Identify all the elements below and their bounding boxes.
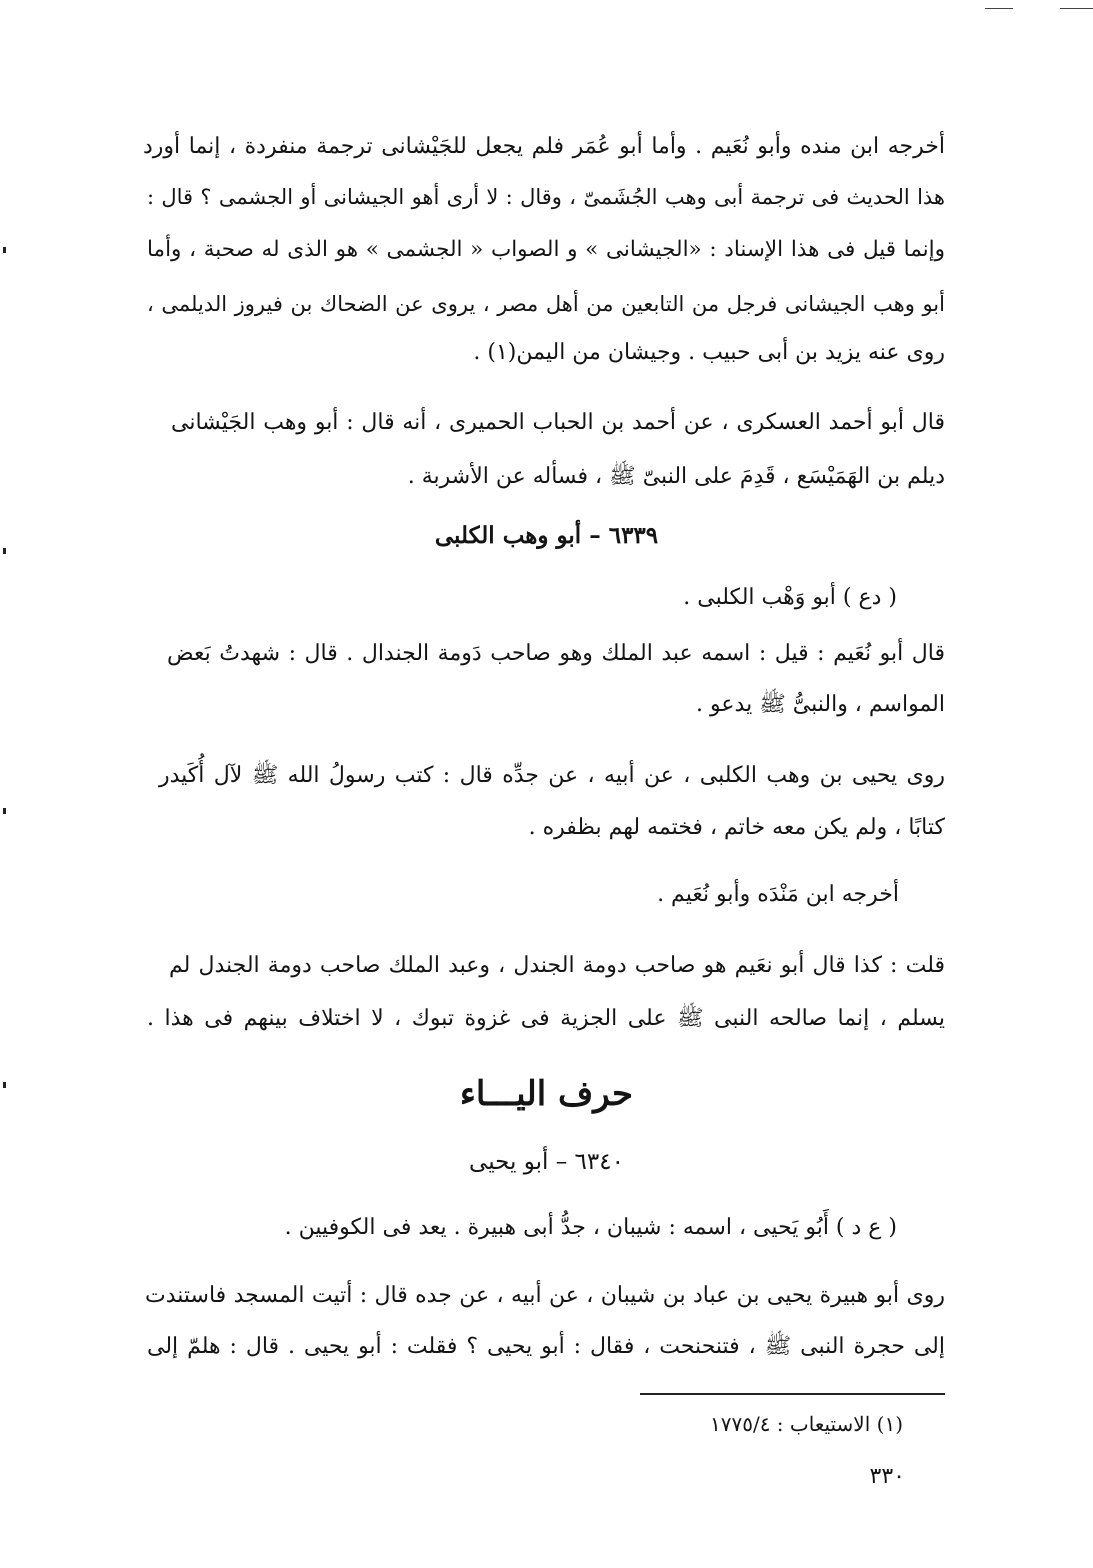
text-line: وإنما قيل فى هذا الإسناد : «الجيشانى » و الصواب « الجشمى » هو الذى له صحبة ، وأما [147, 237, 945, 262]
scan-margin-mark [3, 808, 6, 814]
text-line: قال أبو نُعَيم : قيل : اسمه عبد الملك وهو صاحب دَومة الجندال . قال : شهدتُ بَعض [167, 641, 945, 666]
text-line: كتابًا ، ولم يكن معه خاتم ، فختمه لهم بظفره . [528, 815, 945, 840]
section-title: حرف اليـــاء [459, 1074, 634, 1114]
text-line: قال أبو أحمد العسكرى ، عن أحمد بن الحباب الحميرى ، أنه قال : أبو وهب الجَيْشانى [171, 410, 945, 435]
text-line: قلت : كذا قال أبو نعَيم هو صاحب دومة الجندل ، وعبد الملك صاحب دومة الجندل لم [169, 953, 945, 978]
footnote: (١) الاستيعاب : ١٧٧٥/٤ [710, 1412, 903, 1436]
text-line: إلى حجرة النبى ﷺ ، فتنحنحت ، فقال : أبو يحيى ؟ فقلت : أبو يحيى . قال : هلمّ إلى [147, 1334, 945, 1359]
scan-edge-line [985, 8, 1013, 9]
text-line: روى أبو هبيرة يحيى بن عباد بن شيبان ، عن أبيه ، عن جده قال : أتيت المسجد فاستندت [145, 1283, 945, 1308]
text-line: روى عنه يزيد بن أبى حبيب . وجيشان من اليمن(١) . [473, 340, 945, 365]
scan-edge-line [1060, 8, 1093, 9]
page-number: ٣٣٠ [869, 1464, 905, 1489]
text-line: يسلم ، إنما صالحه النبى ﷺ على الجزية فى غزوة تبوك ، لا اختلاف بينهم فى هذا . [147, 1006, 945, 1031]
text-line: أخرجه ابن منده وأبو نُعَيم . وأما أبو عُمَر فلم يجعل للجَيْشانى ترجمة منفردة ، إنما أورد [143, 134, 945, 159]
text-line: ( ع د ) أَبُو يَحيى ، اسمه : شيبان ، جدُّ أبى هبيرة . يعد فى الكوفيين . [284, 1215, 897, 1240]
text-line: ديلم بن الهَمَيْسَع ، قَدِمَ على النبىّ ﷺ ، فسأله عن الأشربة . [407, 464, 945, 489]
scan-margin-mark [3, 247, 6, 253]
text-line: ( دع ) أبو وَهْب الكلبى . [683, 585, 897, 610]
entry-heading: ٦٣٤٠ – أبو يحيى [469, 1149, 624, 1175]
footnote-rule [640, 1393, 945, 1395]
text-line: أخرجه ابن مَنْدَه وأبو نُعَيم . [657, 882, 899, 907]
text-line: المواسم ، والنبىُّ ﷺ يدعو . [696, 692, 945, 717]
text-line: روى يحيى بن وهب الكلبى ، عن أبيه ، عن جدِّه قال : كتب رسولُ الله ﷺ لآل أُكَيدر [159, 763, 945, 788]
entry-heading: ٦٣٣٩ – أبو وهب الكلبى [434, 522, 659, 549]
text-line: هذا الحديث فى ترجمة أبى وهب الجُشَمىّ ، وقال : لا أرى أهو الجيشانى أو الجشمى ؟ قال : [147, 185, 945, 209]
text-line: أبو وهب الجيشانى فرجل من التابعين من أهل مصر ، يروى عن الضحاك بن فيروز الديلمى ، [147, 292, 945, 316]
